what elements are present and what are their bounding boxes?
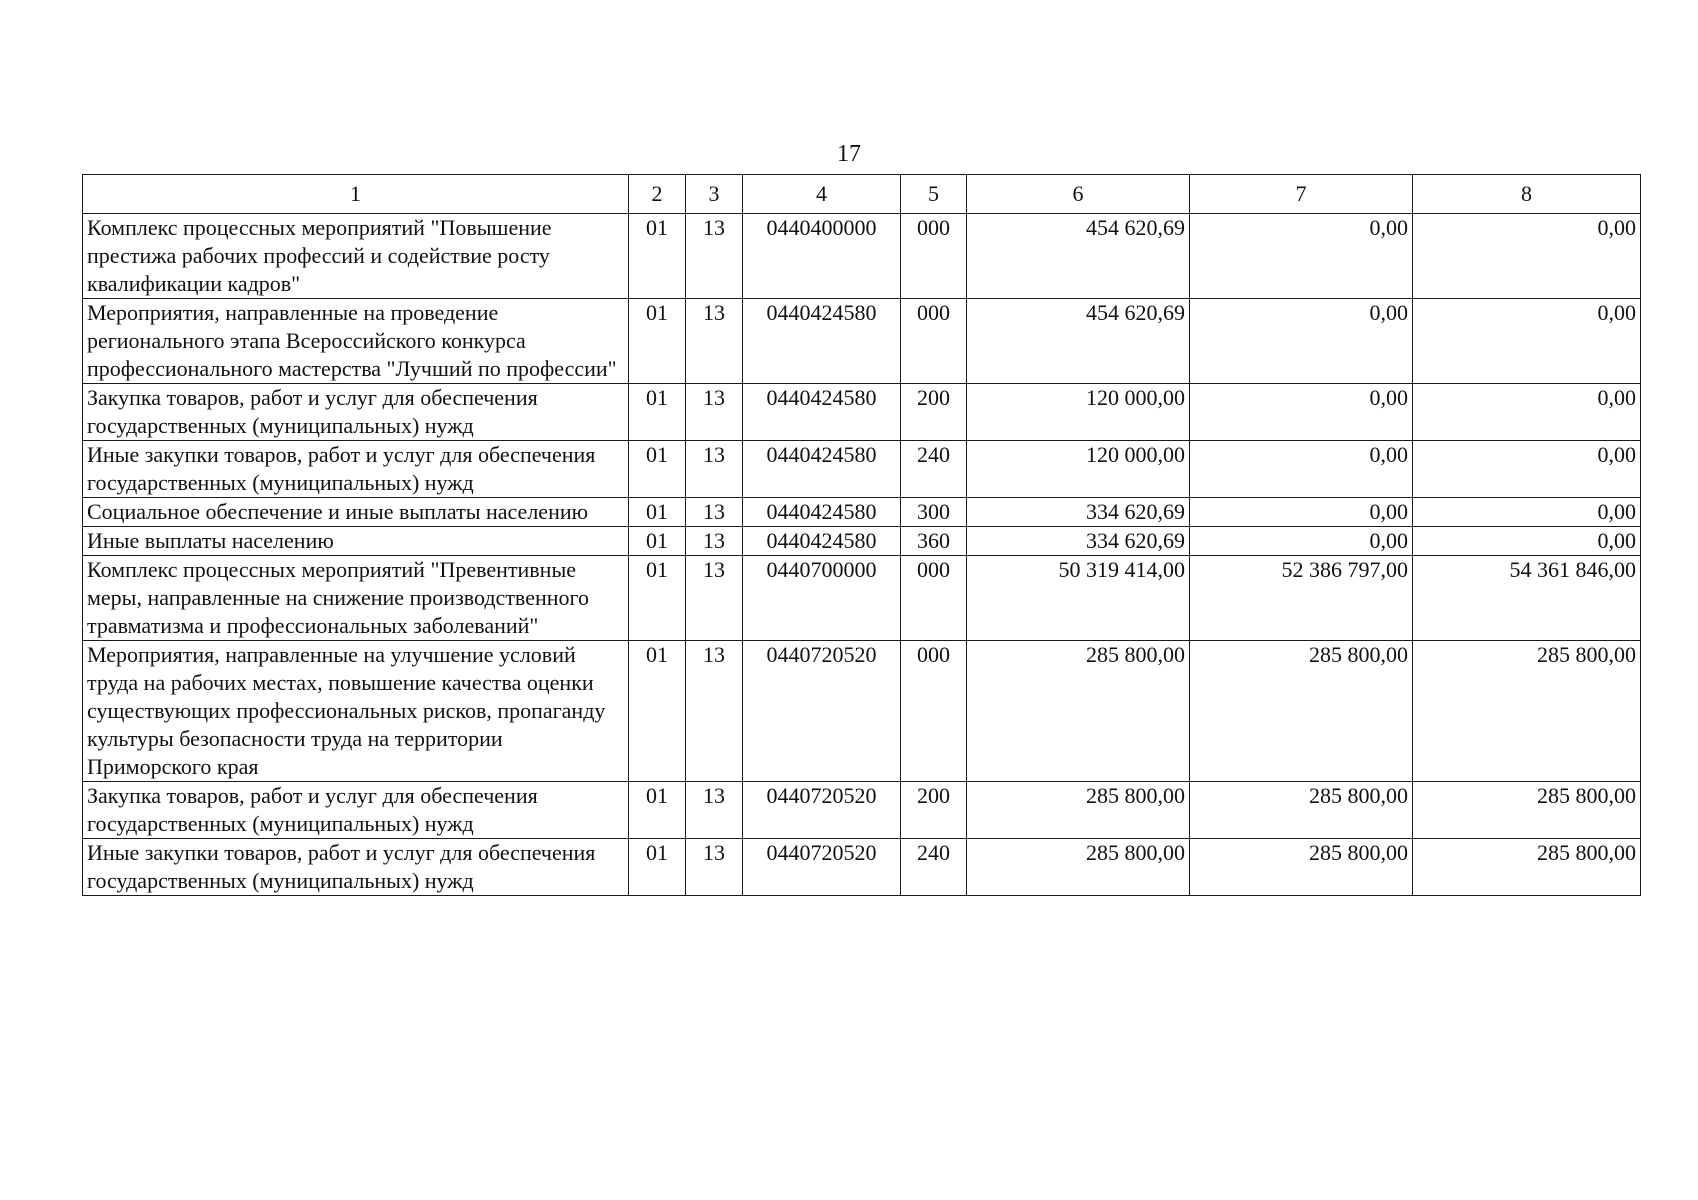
amount-col-8: 0,00 [1413, 214, 1641, 299]
subsection-code: 13 [686, 782, 743, 839]
table-row [83, 441, 1641, 498]
subsection-code: 13 [686, 498, 743, 527]
column-header: 4 [743, 175, 901, 214]
table-row [83, 527, 1641, 556]
amount-col-6: 120 000,00 [967, 384, 1190, 441]
section-code: 01 [629, 214, 686, 299]
target-article-code: 0440424580 [743, 527, 901, 556]
amount-col-6: 285 800,00 [967, 641, 1190, 782]
column-header: 8 [1413, 175, 1641, 214]
amount-col-7: 285 800,00 [1190, 782, 1413, 839]
amount-col-8: 54 361 846,00 [1413, 556, 1641, 641]
amount-col-8: 285 800,00 [1413, 641, 1641, 782]
table-row [83, 384, 1641, 441]
subsection-code: 13 [686, 299, 743, 384]
amount-col-6: 454 620,69 [967, 299, 1190, 384]
section-code: 01 [629, 641, 686, 782]
amount-col-6: 334 620,69 [967, 498, 1190, 527]
target-article-code: 0440700000 [743, 556, 901, 641]
expense-type-code: 000 [901, 299, 967, 384]
amount-col-8: 285 800,00 [1413, 839, 1641, 896]
column-header: 2 [629, 175, 686, 214]
section-code: 01 [629, 441, 686, 498]
target-article-code: 0440720520 [743, 839, 901, 896]
section-code: 01 [629, 839, 686, 896]
amount-col-7: 0,00 [1190, 441, 1413, 498]
amount-col-8: 285 800,00 [1413, 782, 1641, 839]
expense-type-code: 200 [901, 384, 967, 441]
column-header: 5 [901, 175, 967, 214]
expense-name: Иные закупки товаров, работ и услуг для обеспечения государственных (муниципальных) нужд [83, 839, 629, 896]
amount-col-6: 454 620,69 [967, 214, 1190, 299]
target-article-code: 0440424580 [743, 441, 901, 498]
amount-col-6: 50 319 414,00 [967, 556, 1190, 641]
table-row [83, 214, 1641, 299]
expense-name: Комплекс процессных мероприятий "Превентивные меры, направленные на снижение производственного травматизма и профессиональных заболеваний" [83, 556, 629, 641]
expense-type-code: 000 [901, 214, 967, 299]
subsection-code: 13 [686, 441, 743, 498]
column-header: 3 [686, 175, 743, 214]
expense-type-code: 000 [901, 556, 967, 641]
expense-name: Иные выплаты населению [83, 527, 629, 556]
target-article-code: 0440424580 [743, 498, 901, 527]
amount-col-7: 0,00 [1190, 214, 1413, 299]
page-number: 17 [837, 141, 861, 167]
expense-name: Комплекс процессных мероприятий "Повышение престижа рабочих профессий и содействие росту квалификации кадров" [83, 214, 629, 299]
amount-col-6: 120 000,00 [967, 441, 1190, 498]
amount-col-7: 52 386 797,00 [1190, 556, 1413, 641]
expense-name: Иные закупки товаров, работ и услуг для обеспечения государственных (муниципальных) нужд [83, 441, 629, 498]
expense-type-code: 000 [901, 641, 967, 782]
expense-type-code: 360 [901, 527, 967, 556]
column-header: 6 [967, 175, 1190, 214]
table-body [83, 214, 1641, 896]
expense-name: Мероприятия, направленные на проведение регионального этапа Всероссийского конкурса профессионального мастерства "Лучший по профессии" [83, 299, 629, 384]
table-row [83, 641, 1641, 782]
amount-col-7: 285 800,00 [1190, 641, 1413, 782]
subsection-code: 13 [686, 839, 743, 896]
amount-col-8: 0,00 [1413, 527, 1641, 556]
amount-col-7: 0,00 [1190, 384, 1413, 441]
amount-col-7: 0,00 [1190, 498, 1413, 527]
expense-type-code: 240 [901, 441, 967, 498]
expense-type-code: 300 [901, 498, 967, 527]
target-article-code: 0440720520 [743, 782, 901, 839]
column-header: 7 [1190, 175, 1413, 214]
section-code: 01 [629, 556, 686, 641]
amount-col-7: 285 800,00 [1190, 839, 1413, 896]
budget-table [82, 174, 1641, 896]
amount-col-7: 0,00 [1190, 527, 1413, 556]
subsection-code: 13 [686, 641, 743, 782]
section-code: 01 [629, 498, 686, 527]
amount-col-8: 0,00 [1413, 441, 1641, 498]
subsection-code: 13 [686, 214, 743, 299]
column-header: 1 [83, 175, 629, 214]
subsection-code: 13 [686, 384, 743, 441]
table-row [83, 556, 1641, 641]
target-article-code: 0440400000 [743, 214, 901, 299]
section-code: 01 [629, 782, 686, 839]
expense-name: Закупка товаров, работ и услуг для обеспечения государственных (муниципальных) нужд [83, 384, 629, 441]
section-code: 01 [629, 299, 686, 384]
expense-name: Закупка товаров, работ и услуг для обеспечения государственных (муниципальных) нужд [83, 782, 629, 839]
expense-name: Социальное обеспечение и иные выплаты населению [83, 498, 629, 527]
subsection-code: 13 [686, 556, 743, 641]
column-number-row [83, 175, 1641, 214]
table-row [83, 839, 1641, 896]
table-row [83, 782, 1641, 839]
section-code: 01 [629, 527, 686, 556]
amount-col-6: 285 800,00 [967, 839, 1190, 896]
section-code: 01 [629, 384, 686, 441]
amount-col-8: 0,00 [1413, 498, 1641, 527]
expense-name: Мероприятия, направленные на улучшение условий труда на рабочих местах, повышение качества оценки существующих профессиональных рисков, пропаганду культуры безопасности труда на территории Приморского края [83, 641, 629, 782]
target-article-code: 0440424580 [743, 384, 901, 441]
expense-type-code: 240 [901, 839, 967, 896]
target-article-code: 0440720520 [743, 641, 901, 782]
amount-col-7: 0,00 [1190, 299, 1413, 384]
amount-col-6: 334 620,69 [967, 527, 1190, 556]
expense-type-code: 200 [901, 782, 967, 839]
table-row [83, 299, 1641, 384]
table-row [83, 498, 1641, 527]
target-article-code: 0440424580 [743, 299, 901, 384]
amount-col-8: 0,00 [1413, 299, 1641, 384]
amount-col-8: 0,00 [1413, 384, 1641, 441]
subsection-code: 13 [686, 527, 743, 556]
amount-col-6: 285 800,00 [967, 782, 1190, 839]
